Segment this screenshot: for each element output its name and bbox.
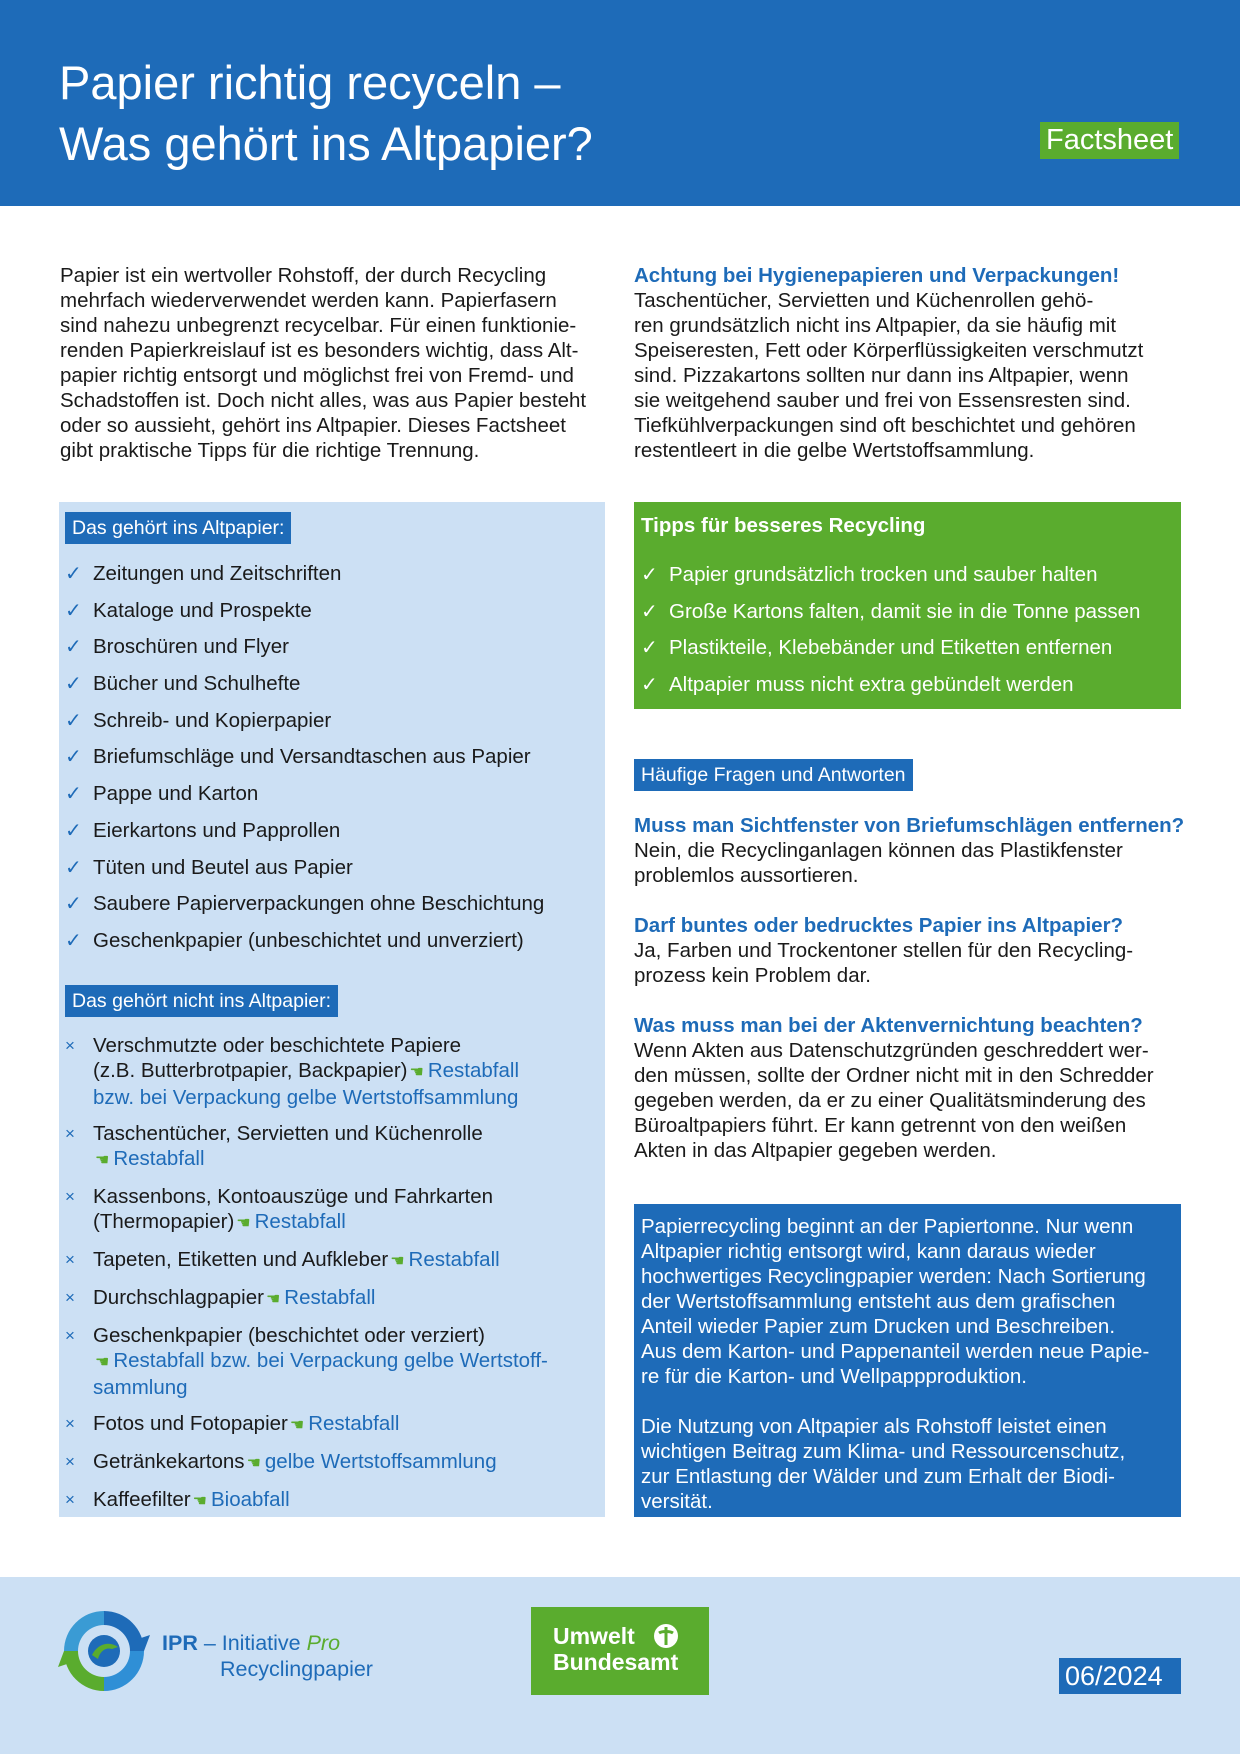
arrow-icon: ☚ — [236, 1215, 251, 1232]
cross-icon: × — [65, 1490, 75, 1509]
cross-icon: × — [65, 1036, 75, 1055]
warning-line: sie weitgehend sauber und frei von Essensresten sind. — [634, 389, 1131, 412]
title-line-1: Papier richtig recyceln – — [59, 56, 561, 109]
cross-icon: × — [65, 1187, 75, 1206]
closing-line: zur Entlastung der Wälder und zum Erhalt der Biodi- — [641, 1465, 1116, 1488]
intro-text — [60, 263, 608, 463]
check-icon: ✓ — [641, 637, 658, 660]
warning-line: sind. Pizzakartons sollten nur dann ins Altpapier, wenn — [634, 364, 1129, 387]
list-item: ✓ Tüten und Beutel aus Papier — [65, 850, 544, 887]
list-item: ✓ Zeitungen und Zeitschriften — [65, 556, 544, 593]
warning-line: Taschentücher, Servietten und Küchenrollen gehö- — [634, 289, 1094, 312]
check-icon: ✓ — [65, 856, 82, 879]
list-item: × Durchschlagpapier ☚ Restabfall — [65, 1286, 376, 1309]
tips-list — [641, 557, 1140, 704]
arrow-icon: ☚ — [95, 1354, 110, 1371]
closing-line: wichtigen Beitrag zum Klima- und Ressourcenschutz, — [641, 1440, 1126, 1463]
closing-line: Anteil wieder Papier zum Drucken und Beschreiben. — [641, 1315, 1116, 1338]
check-icon: ✓ — [65, 563, 82, 585]
list-item: ✓ Saubere Papierverpackungen ohne Beschichtung — [65, 886, 544, 923]
arrow-icon: ☚ — [246, 1455, 261, 1472]
check-icon: ✓ — [641, 674, 658, 697]
yes-list — [65, 556, 544, 960]
cross-icon: × — [65, 1414, 75, 1433]
ipr-wordmark — [162, 1630, 373, 1682]
cross-icon: × — [65, 1250, 75, 1269]
closing-line: Altpapier richtig entsorgt wird, kann daraus wieder — [641, 1240, 1096, 1263]
intro-line: oder so aussieht, gehört ins Altpapier. Dieses Factsheet — [60, 414, 566, 437]
faq-label: Häufige Fragen und Antworten — [634, 759, 913, 791]
intro-line: mehrfach wiederverwendet werden kann. Papierfasern — [60, 289, 557, 312]
arrow-icon: ☚ — [192, 1493, 207, 1510]
uba-logo — [531, 1607, 709, 1695]
closing-line: versität. — [641, 1490, 713, 1513]
faq-item — [634, 1013, 1182, 1163]
faq-answer-line: prozess kein Problem dar. — [634, 964, 872, 987]
faq-answer-line: Akten in das Altpapier gegeben werden. — [634, 1139, 997, 1162]
closing-line: hochwertiges Recyclingpapier werden: Nach Sortierung — [641, 1265, 1146, 1288]
check-icon: ✓ — [641, 600, 658, 623]
ipr-line-2: Recyclingpapier — [220, 1657, 373, 1681]
tips-heading: Tipps für besseres Recycling — [641, 514, 926, 537]
warning-heading: Achtung bei Hygienepapieren und Verpackungen! — [634, 264, 1120, 287]
warning-line: Tiefkühlverpackungen sind oft beschichtet und gehören — [634, 414, 1136, 437]
list-item: ✓ Schreib- und Kopierpapier — [65, 703, 544, 740]
check-icon: ✓ — [65, 673, 82, 696]
hygiene-warning — [634, 263, 1182, 463]
list-item: × Fotos und Fotopapier ☚ Restabfall — [65, 1412, 400, 1435]
closing-line: der Wertstoffsammlung entsteht aus dem grafischen — [641, 1290, 1116, 1313]
faq-answer-line: den müssen, sollte der Ordner nicht mit in den Schredder — [634, 1064, 1154, 1087]
list-item: × Geschenkpapier (beschichtet oder verziert) ☚ Restabfall bzw. bei Verpackung gelbe Wertstoff- sammlung — [65, 1324, 548, 1399]
ipr-dash: – Initiative — [197, 1631, 307, 1655]
list-item: × Kaffeefilter ☚ Bioabfall — [65, 1488, 290, 1511]
warning-line: ren grundsätzlich nicht ins Altpapier, da sie häufig mit — [634, 314, 1117, 337]
arrow-icon: ☚ — [289, 1417, 305, 1434]
faq-answer-line: Nein, die Recyclinganlagen können das Plastikfenster — [634, 839, 1123, 862]
faq-answer-line: Ja, Farben und Trockentoner stellen für den Recycling- — [634, 939, 1134, 962]
factsheet-tag: Factsheet — [1040, 122, 1179, 159]
closing-box — [634, 1204, 1181, 1517]
faq-answer-line: Büroaltpapiers führt. Er kann getrennt von den weißen — [634, 1114, 1127, 1137]
uba-line-2: Bundesamt — [553, 1649, 679, 1675]
list-item: ✓ Altpapier muss nicht extra gebündelt werden — [641, 667, 1140, 704]
warning-line: Speiseresten, Fett oder Körperflüssigkeiten verschmutzt — [634, 339, 1144, 362]
intro-line: gibt praktische Tipps für die richtige Trennung. — [60, 439, 480, 462]
list-item: ✓ Broschüren und Flyer — [65, 629, 544, 666]
closing-line: re für die Karton- und Wellpappproduktion. — [641, 1365, 1027, 1388]
arrow-icon: ☚ — [409, 1064, 424, 1081]
faq-question: Darf buntes oder bedrucktes Papier ins Altpapier? — [634, 914, 1124, 937]
check-icon: ✓ — [65, 893, 82, 916]
list-item: × Verschmutzte oder beschichtete Papiere (z.B. Butterbrotpapier, Backpapier) ☚ Restabfall bzw. bei Verpackung gelbe Wertstoffsammlung — [65, 1034, 520, 1109]
list-item: ✓ Briefumschläge und Versandtaschen aus Papier — [65, 739, 544, 776]
faq-item — [634, 813, 1185, 888]
intro-line: papier richtig entsorgt und möglichst frei von Fremd- und — [60, 364, 574, 387]
faq-answer-line: Wenn Akten aus Datenschutzgründen geschreddert wer- — [634, 1039, 1149, 1062]
ipr-pro: Pro — [306, 1631, 341, 1655]
arrow-icon: ☚ — [390, 1253, 405, 1270]
cross-icon: × — [65, 1326, 75, 1345]
uba-line-1: Umwelt — [553, 1623, 635, 1649]
issue-date: 06/2024 — [1059, 1658, 1181, 1694]
arrow-icon: ☚ — [265, 1291, 281, 1308]
list-item: ✓ Kataloge und Prospekte — [65, 593, 544, 630]
list-item: × Taschentücher, Servietten und Küchenrolle ☚ Restabfall — [65, 1122, 483, 1170]
check-icon: ✓ — [65, 599, 82, 622]
faq-question: Was muss man bei der Aktenvernichtung beachten? — [634, 1014, 1143, 1037]
check-icon: ✓ — [65, 746, 82, 769]
cross-icon: × — [65, 1452, 75, 1471]
title-line-2: Was gehört ins Altpapier? — [59, 117, 593, 170]
faq-question: Muss man Sichtfenster von Briefumschlägen entfernen? — [634, 814, 1185, 837]
ipr-logo-icon — [58, 1605, 150, 1697]
arrow-icon: ☚ — [95, 1152, 110, 1169]
sorting-panel — [59, 502, 605, 1517]
closing-line: Die Nutzung von Altpapier als Rohstoff leistet einen — [641, 1415, 1107, 1438]
list-item: ✓ Bücher und Schulhefte — [65, 666, 544, 703]
warning-line: restentleert in die gelbe Wertstoffsammlung. — [634, 439, 1035, 462]
check-icon: ✓ — [65, 929, 82, 952]
intro-line: renden Papierkreislauf ist es besonders wichtig, dass Alt- — [60, 339, 579, 362]
list-item: ✓ Geschenkpapier (unbeschichtet und unverziert) — [65, 923, 544, 960]
closing-line: Aus dem Karton- und Pappenanteil werden neue Papie- — [641, 1340, 1150, 1363]
intro-line: Schadstoffen ist. Doch nicht alles, was aus Papier besteht — [60, 389, 587, 412]
list-item: ✓ Eierkartons und Papprollen — [65, 813, 544, 850]
ipr-abbr: IPR — [162, 1631, 198, 1655]
list-item: × Tapeten, Etiketten und Aufkleber ☚ Restabfall — [65, 1248, 500, 1271]
list-item: ✓ Plastikteile, Klebebänder und Etiketten entfernen — [641, 630, 1140, 667]
list-item: × Getränkekartons ☚ gelbe Wertstoffsammlung — [65, 1450, 497, 1473]
list-item: ✓ Pappe und Karton — [65, 776, 544, 813]
tips-box — [634, 502, 1181, 709]
no-list — [65, 1033, 548, 1514]
check-icon: ✓ — [65, 709, 82, 732]
list-item: ✓ Große Kartons falten, damit sie in die Tonne passen — [641, 594, 1140, 631]
cross-icon: × — [65, 1288, 75, 1307]
check-icon: ✓ — [65, 819, 82, 842]
page-title — [59, 52, 593, 174]
faq-answer-line: problemlos aussortieren. — [634, 864, 859, 887]
cross-icon: × — [65, 1124, 75, 1143]
check-icon: ✓ — [65, 783, 82, 806]
uba-emblem-icon — [653, 1623, 679, 1649]
faq-item — [634, 913, 1182, 988]
intro-line: Papier ist ein wertvoller Rohstoff, der durch Recycling — [60, 264, 547, 287]
list-item: ✓ Papier grundsätzlich trocken und sauber halten — [641, 557, 1140, 594]
faq-section — [634, 813, 1185, 1188]
check-icon: ✓ — [641, 564, 658, 586]
faq-answer-line: gegeben werden, da er zu einer Qualitätsminderung des — [634, 1089, 1146, 1112]
header-banner — [0, 0, 1240, 206]
list-item: × Kassenbons, Kontoauszüge und Fahrkarten (Thermopapier) ☚ Restabfall — [65, 1185, 494, 1233]
no-list-label: Das gehört nicht ins Altpapier: — [65, 985, 338, 1017]
closing-line: Papierrecycling beginnt an der Papiertonne. Nur wenn — [641, 1215, 1134, 1238]
intro-line: sind nahezu unbegrenzt recycelbar. Für einen funktionie- — [60, 314, 577, 337]
yes-list-label: Das gehört ins Altpapier: — [65, 512, 291, 544]
footer — [0, 1577, 1240, 1754]
check-icon: ✓ — [65, 636, 82, 659]
